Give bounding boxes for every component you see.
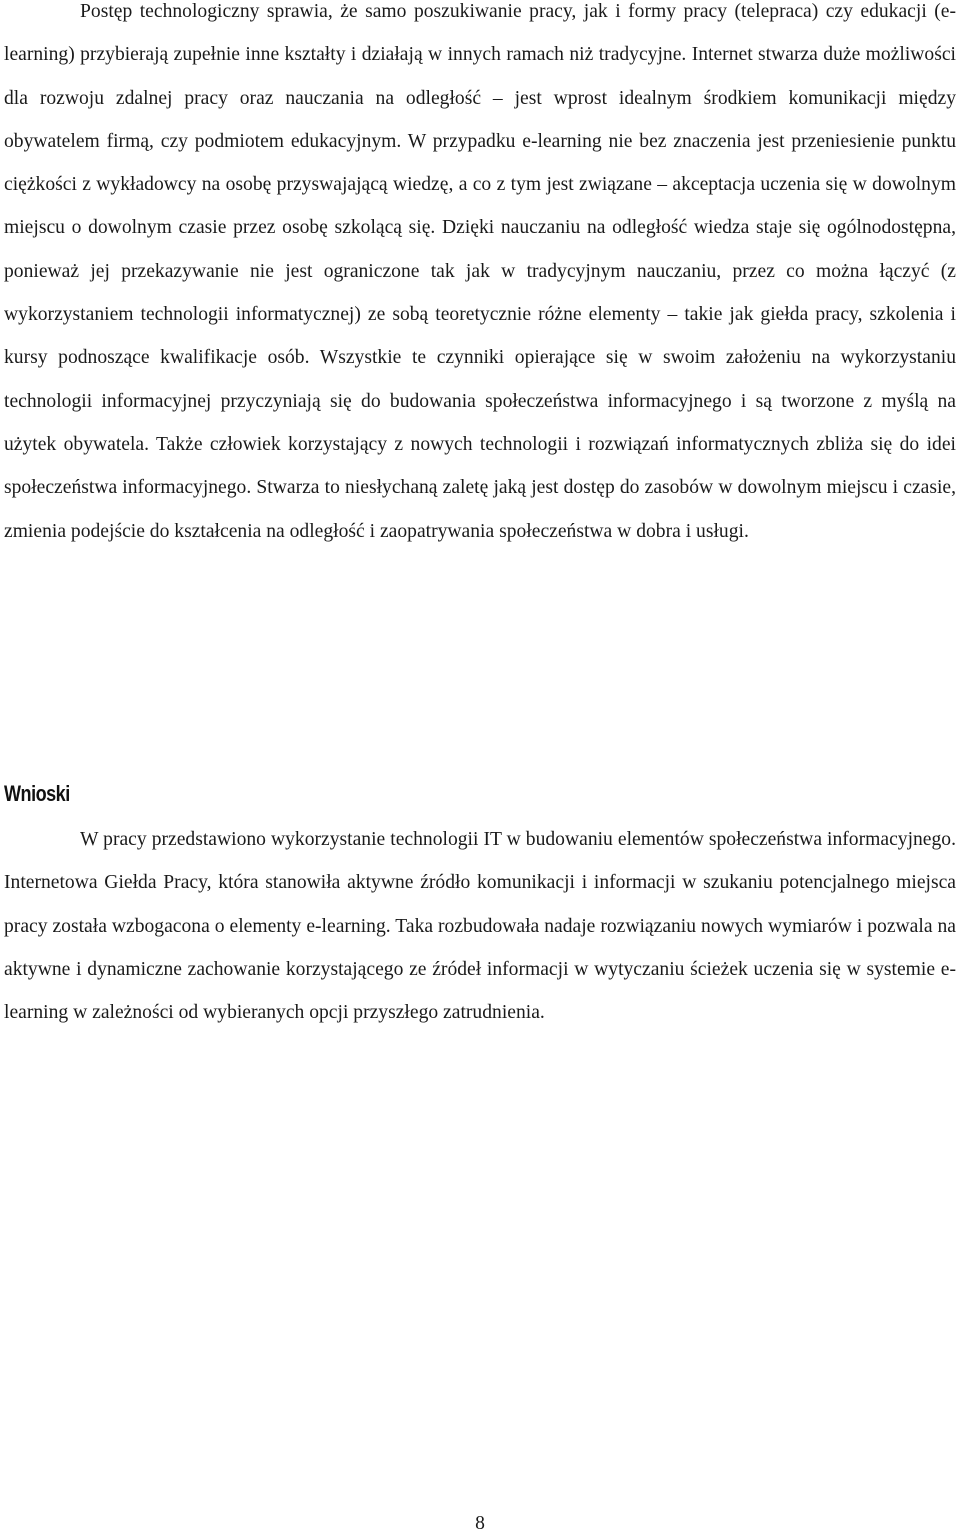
body-paragraph-conclusions: W pracy przedstawiono wykorzystanie technologii IT w budowaniu elementów społeczeństwa informacyjnego. Internetowa Giełda Pracy, która stanowiła aktywne źródło komunikacji i informacji w szukaniu potencjalnego miejsca pracy została wzbogacona o elementy e-learning. Taka rozbudowała nadaje rozwiązaniu nowych wymiarów i pozwala na aktywne i dynamiczne zachowanie korzystającego ze źródeł informacji w wytyczaniu ścieżek uczenia się w systemie e-learning w zależności od wybieranych opcji przyszłego zatrudnienia.: [4, 829, 956, 1024]
document-page: [4, 0, 956, 1537]
page-number: 8: [475, 1513, 485, 1534]
body-paragraph-intro: Postęp technologiczny sprawia, że samo poszukiwanie pracy, jak i formy pracy (telepraca) czy edukacji (e-learning) przybierają zupełnie inne kształty i działają w innych ramach niż tradycyjne. Internet stwarza duże możliwości dla rozwoju zdalnej pracy oraz nauczania na odległość – jest wprost idealnym środkiem komunikacji między obywatelem firmą, czy podmiotem edukacyjnym. W przypadku e-learning nie bez znaczenia jest przeniesienie punktu ciężkości z wykładowcy na osobę przyswajającą wiedzę, a co z tym jest związane – akceptacja uczenia się w dowolnym miejscu o dowolnym czasie przez osobę szkolącą się. Dzięki nauczaniu na odległość wiedza staje się ogólnodostępna, ponieważ jej przekazywanie nie jest ograniczone tak jak w tradycyjnym nauczaniu, przez co można łączyć (z wykorzystaniem technologii informatycznej) ze sobą teoretycznie różne elementy – takie jak giełda pracy, szkolenia i kursy podnoszące kwalifikacje osób. Wszystkie te czynniki opierające się w swoim założeniu na wykorzystaniu technologii informacyjnej przyczyniają się do budowania społeczeństwa informacyjnego i są tworzone z myślą na użytek obywatela. Także człowiek korzystający z nowych technologii i rozwiązań informatycznych zbliża się do idei społeczeństwa informacyjnego. Stwarza to niesłychaną zaletę jaką jest dostęp do zasobów w dowolnym miejscu i czasie, zmienia podejście do kształcenia na odległość i zaopatrywania społeczeństwa w dobra i usługi.: [4, 1, 956, 542]
section-heading-conclusions: Wnioski: [4, 781, 70, 806]
